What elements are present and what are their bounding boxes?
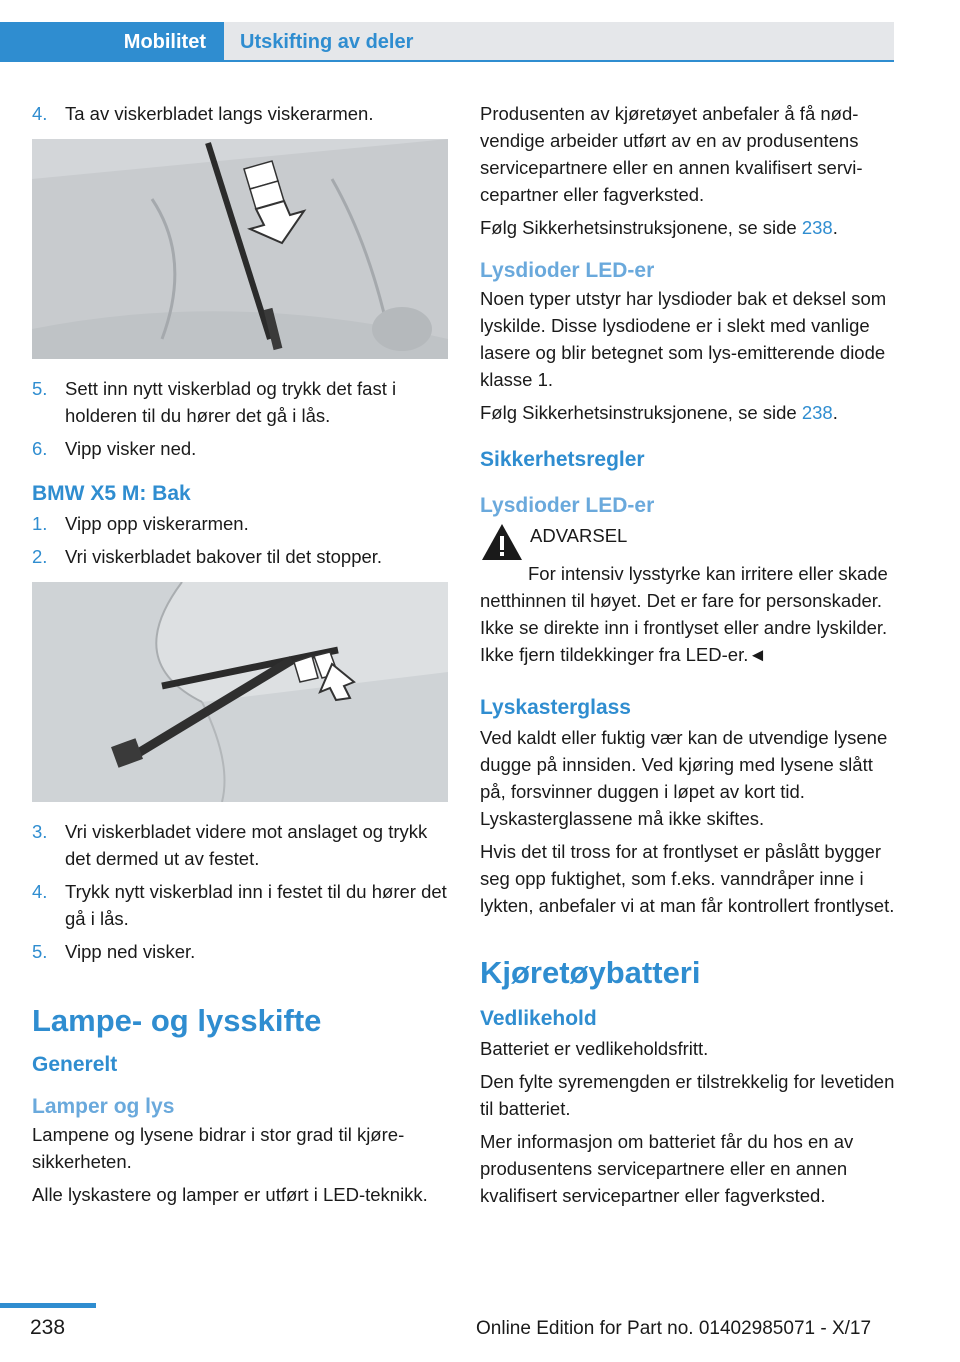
footer-accent-line bbox=[0, 1303, 96, 1308]
paragraph-safety-ref bbox=[480, 214, 896, 241]
right-column bbox=[480, 100, 896, 1215]
left-column bbox=[32, 100, 448, 1214]
front-wiper-photo bbox=[32, 139, 448, 359]
tab-underline bbox=[224, 60, 894, 62]
step-item bbox=[32, 818, 448, 872]
step-number: 6. bbox=[32, 438, 48, 459]
step-text: Vipp visker ned. bbox=[65, 438, 197, 459]
step-number: 4. bbox=[32, 103, 48, 124]
paragraph: Hvis det til tross for at frontlyset er påslått bygger seg opp fuktighet, som f.eks. vanndråper inne i lykten, anbefaler vi at man får kontrollert frontlyset. bbox=[480, 841, 895, 916]
tab-utskifting-av-deler[interactable]: Utskifting av deler bbox=[224, 22, 894, 62]
text: Følg Sikkerhetsinstruksjonene, se side bbox=[480, 402, 802, 423]
paragraph-safety-ref bbox=[480, 399, 896, 426]
step-text: Vipp opp viskerarmen. bbox=[65, 513, 249, 534]
paragraph: Batteriet er vedlikeholdsfritt. bbox=[480, 1038, 709, 1059]
step-text: Trykk nytt viskerblad inn i festet til du hører det gå i lås. bbox=[65, 881, 447, 929]
section-heading-bak: BMW X5 M: Bak bbox=[32, 482, 191, 505]
paragraph: Den fylte syremengden er tilstrekkelig for levetiden til batteriet. bbox=[480, 1071, 895, 1119]
step-text: Vri viskerbladet videre mot anslaget og trykk det dermed ut av festet. bbox=[65, 821, 428, 869]
section-title-batteri: Kjøretøybatteri bbox=[480, 955, 701, 990]
text: Følg Sikkerhetsinstruksjonene, se side bbox=[480, 217, 802, 238]
warning-title-wrap bbox=[530, 522, 896, 562]
step-number: 4. bbox=[32, 881, 48, 902]
step-text: Sett inn nytt viskerblad og trykk det fast i holderen til du hører det gå i lås. bbox=[65, 378, 397, 426]
page-link[interactable]: 238 bbox=[801, 217, 833, 238]
rear-wiper-photo bbox=[32, 582, 448, 802]
footer-edition: Online Edition for Part no. 01402985071 - X/17 bbox=[476, 1318, 872, 1339]
warning-block bbox=[480, 522, 896, 562]
step-item bbox=[32, 510, 448, 537]
section-heading-glass: Lyskasterglass bbox=[480, 696, 631, 719]
section-heading-lamper: Lamper og lys bbox=[32, 1095, 175, 1118]
paragraph: Produsenten av kjøretøyet anbefaler å få nødvendige arbeider utført av en av produsentens servicepartnere eller en annen kvalifisert servicepartner eller fagverksted. bbox=[480, 103, 863, 205]
text: . bbox=[832, 217, 838, 238]
rear-wiper-illustration bbox=[32, 582, 448, 802]
header-tabs bbox=[0, 0, 960, 64]
paragraph: Ved kaldt eller fuktig vær kan de utvendige lysene dugge på innsiden. Ved kjøring med lysene slått på, forsvinner duggen i løpet av kort tid. Lyskasterglassene må ikke skiftes. bbox=[480, 727, 888, 829]
warning-title: ADVARSEL bbox=[530, 525, 628, 546]
step-item bbox=[32, 375, 448, 429]
step-item bbox=[32, 435, 448, 462]
text: . bbox=[832, 402, 838, 423]
step-number: 5. bbox=[32, 941, 48, 962]
step-item bbox=[32, 878, 448, 932]
paragraph: Mer informasjon om batteriet får du hos en av produsentens servicepartnere eller en annen kvalifisert servicepartner eller fagverksted. bbox=[480, 1131, 854, 1206]
paragraph: Alle lyskastere og lamper er utført i LED-teknikk. bbox=[32, 1184, 428, 1205]
section-heading-led-2: Lysdioder LED-er bbox=[480, 494, 655, 517]
tab-mobilitet[interactable]: Mobilitet bbox=[0, 22, 224, 62]
warning-text: For intensiv lysstyrke kan irritere eller skade netthinnen til høyet. Det er fare for personskader. Ikke se direkte inn i frontlyset eller andre lyskilder. Ikke fjern tildekkinger fra LED-er.◄ bbox=[480, 563, 888, 665]
paragraph: Noen typer utstyr har lysdioder bak et deksel som lyskilde. Disse lysdiodene er i slekt med vanlige lasere og blir betegnet som lys-emitterende diode klasse 1. bbox=[480, 288, 887, 390]
paragraph: Lampene og lysene bidrar i stor grad til kjøresikkerheten. bbox=[32, 1124, 405, 1172]
section-heading-led: Lysdioder LED-er bbox=[480, 259, 655, 282]
warning-triangle-icon bbox=[480, 522, 524, 562]
front-wiper-illustration bbox=[32, 139, 448, 359]
step-text: Vipp ned visker. bbox=[65, 941, 196, 962]
section-heading-vedlikehold: Vedlikehold bbox=[480, 1007, 597, 1030]
step-number: 3. bbox=[32, 821, 48, 842]
step-text: Vri viskerbladet bakover til det stopper. bbox=[65, 546, 383, 567]
page-number: 238 bbox=[30, 1316, 66, 1339]
step-item bbox=[32, 543, 448, 570]
page-link[interactable]: 238 bbox=[801, 402, 833, 423]
step-number: 2. bbox=[32, 546, 48, 567]
step-number: 5. bbox=[32, 378, 48, 399]
section-heading-generelt: Generelt bbox=[32, 1053, 118, 1076]
section-title-lampe: Lampe- og lysskifte bbox=[32, 1003, 322, 1038]
step-item bbox=[32, 100, 448, 127]
step-item bbox=[32, 938, 448, 965]
section-heading-sikkerhet: Sikkerhetsregler bbox=[480, 448, 645, 471]
step-number: 1. bbox=[32, 513, 48, 534]
step-text: Ta av viskerbladet langs viskerarmen. bbox=[65, 103, 374, 124]
